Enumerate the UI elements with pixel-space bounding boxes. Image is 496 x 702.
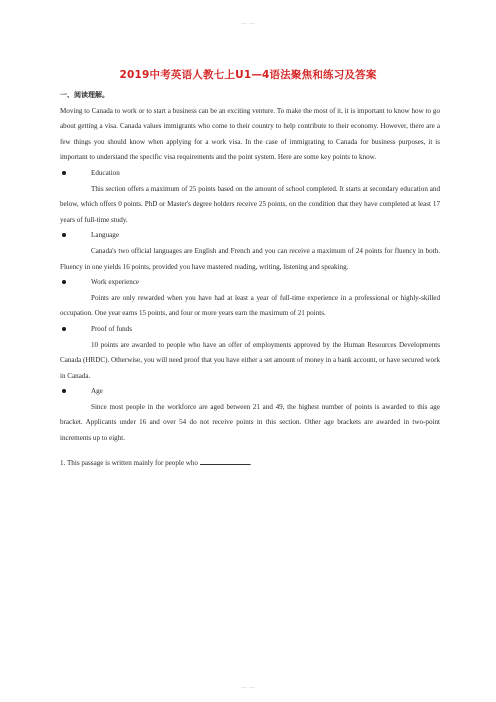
bullet-education: [60, 166, 440, 182]
bullet-heading: Age: [91, 387, 103, 396]
bullet-work-experience: [60, 275, 440, 291]
bullet-dot-icon: [62, 280, 66, 284]
education-paragraph: This section offers a maximum of 25 points based on the amount of school completed. It starts at secondary education and below, which offers 0 points. PhD or Master's degree holders receive 25 points, on the condition that they have completed at least 17 years of full-time study.: [60, 184, 440, 224]
page-header-mark: —·—: [241, 20, 255, 27]
question-end: .: [249, 458, 252, 467]
document-body: [60, 88, 440, 471]
bullet-proof-of-funds: [60, 322, 440, 338]
answer-blank[interactable]: [200, 457, 250, 465]
bullet-heading: Language: [91, 231, 119, 240]
age-paragraph: Since most people in the workforce are aged between 21 and 49, the highest number of points is awarded to this age bracket. Applicants under 16 and over 54 do not receive points in this section. Other age brackets are awarded in two-point increments up to eight.: [60, 402, 440, 443]
section-heading: 一、阅读理解。: [60, 91, 109, 99]
proof-of-funds-paragraph: 10 points are awarded to people who have an offer of employments approved by the Human Resources Developments Canada (HRDC). Otherwise, you will need proof that you have either a set amount of money in a bank account, or have secured work in Canada.: [60, 340, 440, 380]
bullet-language: [60, 228, 440, 244]
bullet-dot-icon: [62, 171, 66, 175]
document-title: 2019中考英语人教七上U1—4语法聚焦和练习及答案: [119, 69, 377, 81]
work-experience-paragraph: Points are only rewarded when you have had at least a year of full-time experience in a professional or highly-skilled occupation. One year earns 15 points, and four or more years earn the maximum of 21 points.: [60, 293, 440, 318]
bullet-dot-icon: [62, 233, 66, 237]
bullet-heading: Proof of funds: [91, 324, 132, 333]
bullet-dot-icon: [62, 389, 66, 393]
question-text: 1. This passage is written mainly for people who: [60, 458, 198, 467]
language-paragraph: Canada's two official languages are English and French and you can receive a maximum of 24 points for fluency in both. Fluency in one yields 16 points, provided you have mastered reading, writing, listening and speaking.: [60, 246, 440, 271]
question-1: [60, 456, 440, 472]
bullet-dot-icon: [62, 327, 66, 331]
page-footer-mark: —·—: [241, 684, 255, 691]
bullet-heading: Work experience: [91, 278, 140, 287]
bullet-heading: Education: [91, 168, 120, 177]
intro-paragraph: Moving to Canada to work or to start a business can be an exciting venture. To make the most of it, it is important to know how to go about getting a visa. Canada values immigrants who come to their country to help contribute to their economy. However, there are a few things you should know when applying for a work visa. In the case of immigrating to Canada for business purposes, it is important to understand the specific visa requirements and the point system. Here are some key points to know.: [60, 106, 440, 162]
bullet-age: [60, 384, 440, 400]
